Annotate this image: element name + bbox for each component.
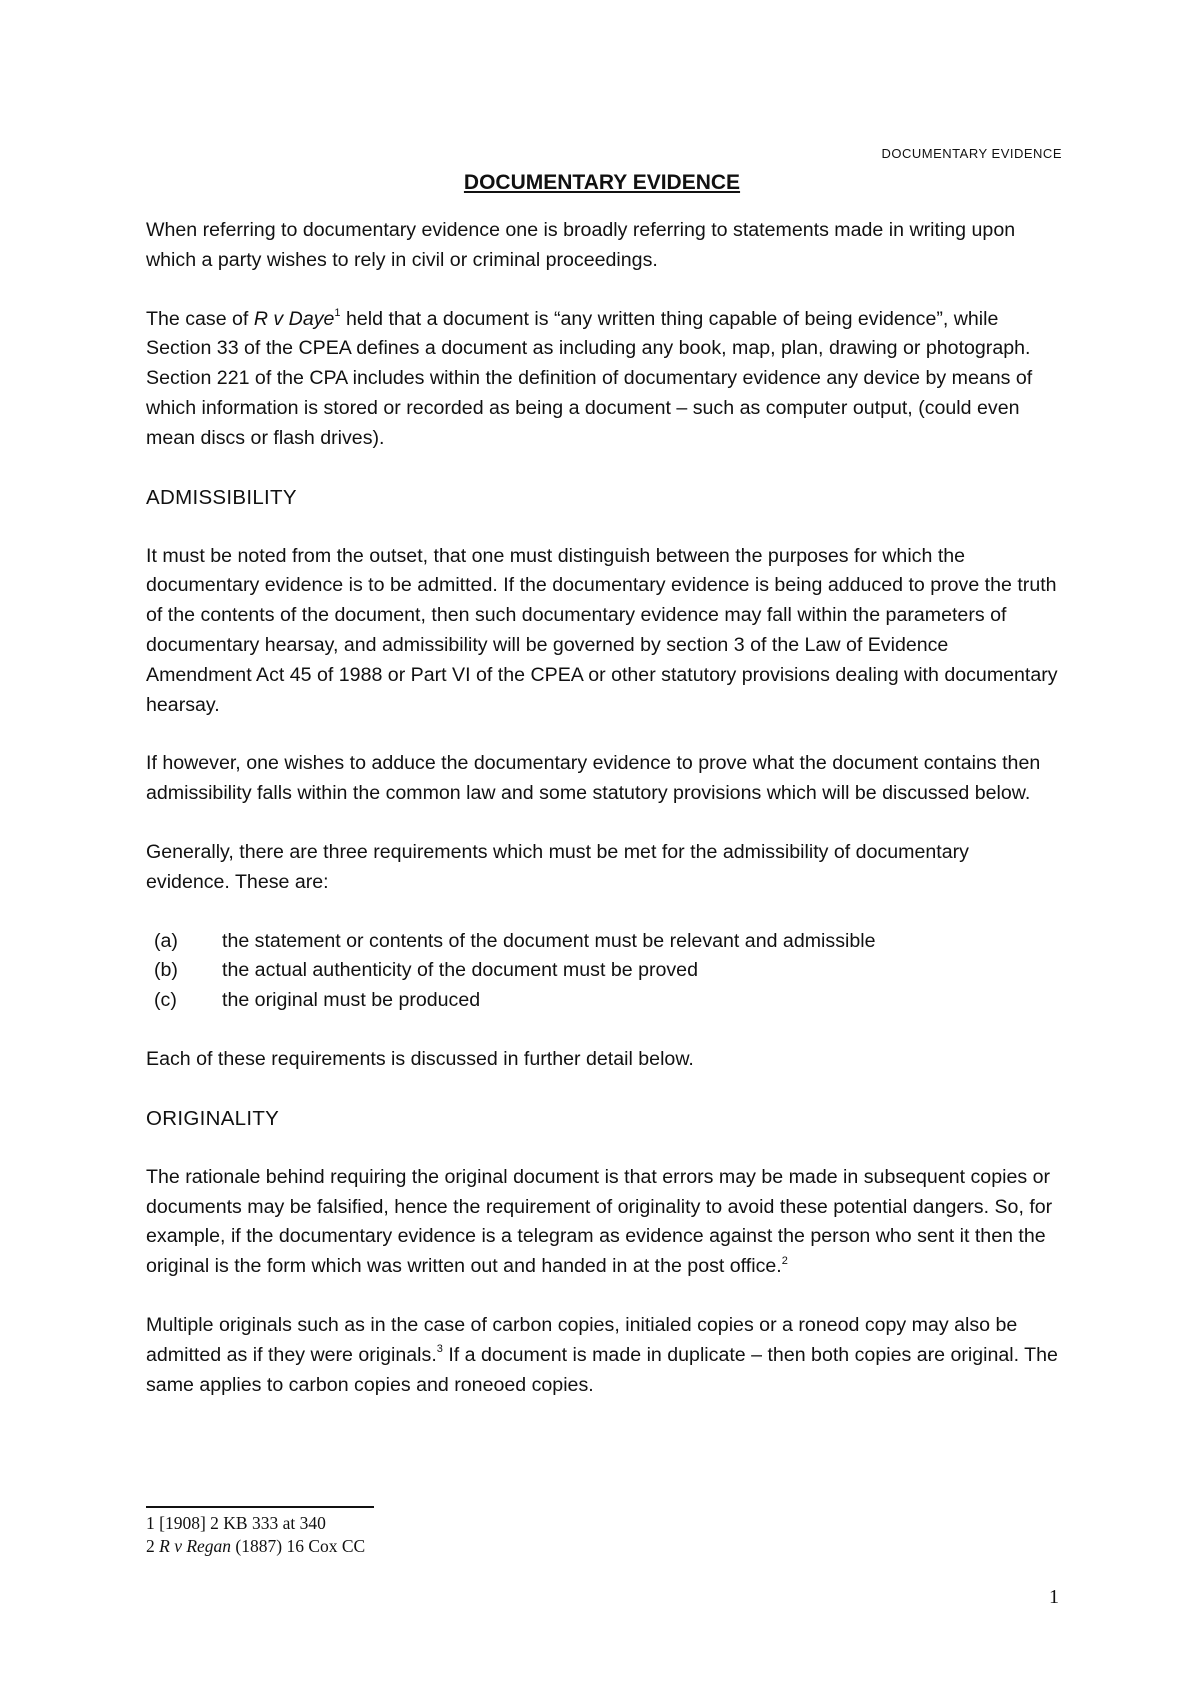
footnote-ref-3[interactable]: 3 (436, 1343, 443, 1356)
originality-p1-text: The rationale behind requiring the original document is that errors may be made in subsequent copies or documents may be falsified, hence the requirement of originality to avoid these potential dangers. So, for example, if the documentary evidence is a telegram as evidence against the person who sent it then the original is the form which was written out and handed in at the post office. (146, 1165, 1053, 1278)
originality-p2-text-after: If a document is made in duplicate – then both copies are original. The same applies to carbon copies and roneoed copies. (146, 1343, 1058, 1396)
footnote-2 (146, 1535, 746, 1558)
page-number: 1 (1049, 1586, 1059, 1608)
admissibility-paragraph-2: If however, one wishes to adduce the documentary evidence to prove what the document contains then admissibility falls within the common law and some statutory provisions which will be discussed below. (146, 752, 1041, 805)
list-item (150, 986, 1058, 1016)
originality-p2-text-before: Multiple originals such as in the case of carbon copies, initialed copies or a roneod copy may also be admitted as if they were originals. (146, 1313, 1018, 1366)
footnotes (146, 1506, 746, 1557)
footnote-number: 1 (146, 1513, 155, 1533)
heading-admissibility: ADMISSIBILITY (146, 485, 297, 509)
intro-paragraph-1: When referring to documentary evidence one is broadly referring to statements made in writing upon which a party wishes to rely in civil or criminal proceedings. (146, 219, 1016, 271)
list-item (150, 956, 1058, 986)
originality-paragraph-2 (146, 1311, 1058, 1400)
document-body (146, 168, 1058, 1429)
footnote-case-name: R v Regan (159, 1535, 232, 1556)
p2-text-after: held that a document is “any written thing capable of being evidence”, while Section 33 of the CPEA defines a document as including any book, map, plan, drawing or photograph. Section 221 of the CPA includes within the definition of documentary evidence any device by means of which information is stored or recorded as being a document – such as computer output, (could even mean discs or flash drives). (146, 307, 1033, 449)
list-item (150, 927, 1058, 957)
footnote-1 (146, 1512, 746, 1535)
footnote-ref-2[interactable]: 2 (781, 1254, 788, 1267)
running-head: DOCUMENTARY EVIDENCE (881, 146, 1062, 161)
document-title: DOCUMENTARY EVIDENCE (463, 171, 741, 194)
footnote-number: 2 (146, 1535, 155, 1556)
list-item-text: the original must be produced (222, 989, 481, 1012)
footnote-text: (1887) 16 Cox CC (231, 1535, 366, 1556)
list-marker: (c) (154, 989, 177, 1012)
footnote-ref-1[interactable]: 1 (334, 307, 341, 320)
list-item-text: the statement or contents of the document must be relevant and admissible (222, 929, 876, 952)
requirements-list (146, 927, 1058, 1016)
intro-paragraph-2 (146, 305, 1058, 454)
admissibility-paragraph-4: Each of these requirements is discussed in further detail below. (146, 1047, 694, 1070)
footnote-separator (146, 1506, 374, 1508)
footnote-text: [1908] 2 KB 333 at 340 (154, 1513, 326, 1533)
admissibility-paragraph-3: Generally, there are three requirements which must be met for the admissibility of documentary evidence. These are: (146, 840, 969, 893)
list-item-text: the actual authenticity of the document must be proved (222, 959, 698, 982)
list-marker: (a) (154, 929, 178, 952)
heading-originality: ORIGINALITY (146, 1106, 280, 1130)
admissibility-paragraph-1: It must be noted from the outset, that one must distinguish between the purposes for which the documentary evidence is to be admitted. If the documentary evidence is being adduced to prove the truth of the contents of the document, then such documentary evidence may fall within the parameters of documentary hearsay, and admissibility will be governed by section 3 of the Law of Evidence Amendment Act 45 of 1988 or Part VI of the CPEA or other statutory provisions dealing with documentary hearsay. (146, 544, 1058, 716)
list-marker: (b) (154, 959, 178, 982)
case-name-r-v-daye: R v Daye (253, 307, 335, 330)
originality-paragraph-1 (146, 1163, 1058, 1282)
p2-text-before: The case of (146, 307, 254, 330)
